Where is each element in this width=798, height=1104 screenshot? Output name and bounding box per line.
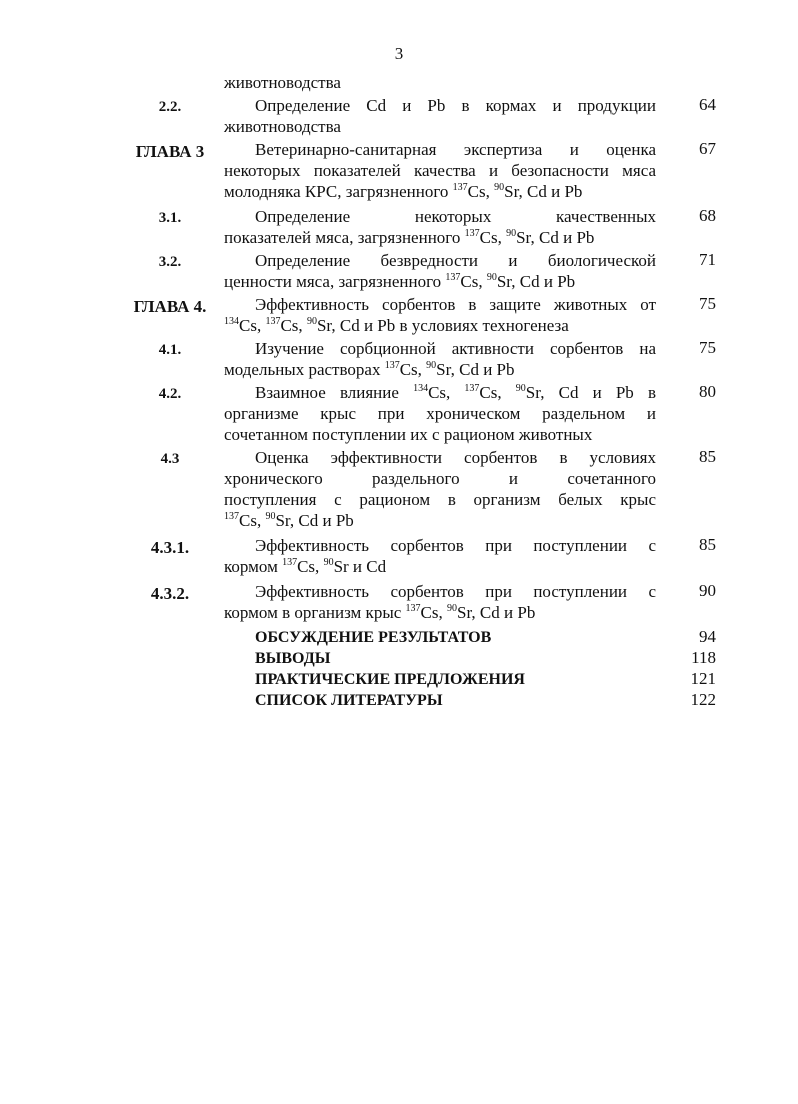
toc-continuation-row [0,72,798,93]
toc-entry-number: 4.3.1. [150,538,190,557]
toc-entry-title-line: животноводства [224,117,341,136]
toc-entry-page: 75 [699,338,716,357]
toc-entry-number: ГЛАВА 4. [133,297,207,316]
toc-entry [0,139,798,202]
toc-entry-title-line: показателей мяса, загрязненного $^{137}$Cs, $^{90}$Sr, Cd и Pb [224,228,595,247]
toc-entry-title [224,447,656,531]
toc-entry-title [224,382,656,445]
toc-entry [0,690,798,711]
toc-entry-title [224,535,656,577]
toc-entry-number: 2.2. [158,99,182,115]
toc-entry [0,669,798,690]
toc-entry-title [224,294,656,336]
toc-entry-page: 90 [699,581,716,600]
toc-entry-title-line: Определение Cd и Pb в кормах и продукции [255,96,656,115]
toc-entry-page: 71 [699,250,716,269]
toc-entry [0,382,798,445]
toc-entry-title-line: $^{134}$Cs, $^{137}$Cs, $^{90}$Sr, Cd и Pb в условиях техногенеза [224,316,569,335]
toc-entry-title [224,581,656,623]
toc-entry-title-line: Эффективность сорбентов при поступлении с [255,536,656,555]
toc-entry [0,338,798,380]
toc-entry-number: 4.3.2. [150,584,190,603]
toc-entry-title-line: поступления с рационом в организм белых крыс [224,490,656,509]
toc-entry-page: 64 [699,95,716,114]
table-of-contents [0,72,798,711]
toc-entry-title [224,139,656,202]
toc-entry-title-line: ПРАКТИЧЕСКИЕ ПРЕДЛОЖЕНИЯ [255,671,525,688]
toc-entry-page: 94 [699,627,716,646]
toc-entry-number: 4.2. [158,386,182,402]
toc-entry-title-line: некоторых показателей качества и безопасности мяса [224,161,656,180]
toc-entry [0,294,798,336]
toc-entry-title [224,206,656,248]
toc-entry-title [224,338,656,380]
toc-entry-title [224,669,656,690]
toc-entry-title-line: Определение безвредности и биологической [255,251,656,270]
toc-entry-title-line: Определение некоторых качественных [255,207,656,226]
toc-entry [0,447,798,531]
toc-entry-title-line: Взаимное влияние $^{134}$Cs, $^{137}$Cs, $^{90}$Sr, Cd и Pb в [255,383,656,402]
toc-entry-page: 67 [699,139,716,158]
toc-entry-page: 80 [699,382,716,401]
toc-entry-title-line: сочетанном поступлении их с рационом животных [224,425,593,444]
toc-entry-title-line: кормом $^{137}$Cs, $^{90}$Sr и Cd [224,557,387,576]
toc-entry-number: 3.2. [158,254,182,270]
toc-entry-title-line: ВЫВОДЫ [255,650,331,667]
toc-entry-title-line: молодняка КРС, загрязненного $^{137}$Cs, $^{90}$Sr, Cd и Pb [224,182,583,201]
toc-entry-page: 75 [699,294,716,313]
toc-entry-title [224,690,656,711]
page-number: 3 [394,44,404,63]
toc-entry-title-line: ценности мяса, загрязненного $^{137}$Cs, $^{90}$Sr, Cd и Pb [224,272,576,291]
toc-entry-title-line: Оценка эффективности сорбентов в условиях [255,448,656,467]
toc-entry [0,250,798,292]
toc-entry-page: 118 [691,648,716,667]
toc-entry-title-line: организме крыс при хроническом раздельном и [224,404,656,423]
toc-entry-number: 4.1. [158,342,182,358]
toc-entry [0,535,798,577]
toc-entry-title-line: Эффективность сорбентов при поступлении с [255,582,656,601]
toc-entry-title-line: ОБСУЖДЕНИЕ РЕЗУЛЬТАТОВ [255,629,492,646]
toc-entry-page: 85 [699,535,716,554]
toc-entry-title-line: СПИСОК ЛИТЕРАТУРЫ [255,692,443,709]
toc-entry-title [224,627,656,648]
toc-entry-title-line: хронического раздельного и сочетанного [224,469,656,488]
toc-continuation-text: животноводства [224,73,341,92]
toc-entry-page: 68 [699,206,716,225]
toc-entry-title-line: Ветеринарно-санитарная экспертиза и оценка [255,140,656,159]
toc-entry-title-line: $^{137}$Cs, $^{90}$Sr, Cd и Pb [224,511,354,530]
toc-entry-number: ГЛАВА 3 [135,142,205,161]
toc-entry-number: 3.1. [158,210,182,226]
toc-entry-number: 4.3 [160,451,180,467]
toc-entry-title-line: Эффективность сорбентов в защите животных от [255,295,656,314]
toc-entry-page: 121 [690,669,716,688]
toc-entry [0,648,798,669]
toc-entry-page: 122 [690,690,716,709]
toc-entry [0,206,798,248]
toc-entry [0,581,798,623]
toc-entry-title [224,250,656,292]
toc-entry-title-line: Изучение сорбционной активности сорбентов на [255,339,656,358]
toc-entry-title [224,95,656,137]
toc-entry-page: 85 [699,447,716,466]
toc-entry-title-line: кормом в организм крыс $^{137}$Cs, $^{90}$Sr, Cd и Pb [224,603,536,622]
toc-entry-title [224,648,656,669]
toc-entry-title-line: модельных растворах $^{137}$Cs, $^{90}$Sr, Cd и Pb [224,360,515,379]
toc-entry [0,95,798,137]
toc-entry [0,627,798,648]
